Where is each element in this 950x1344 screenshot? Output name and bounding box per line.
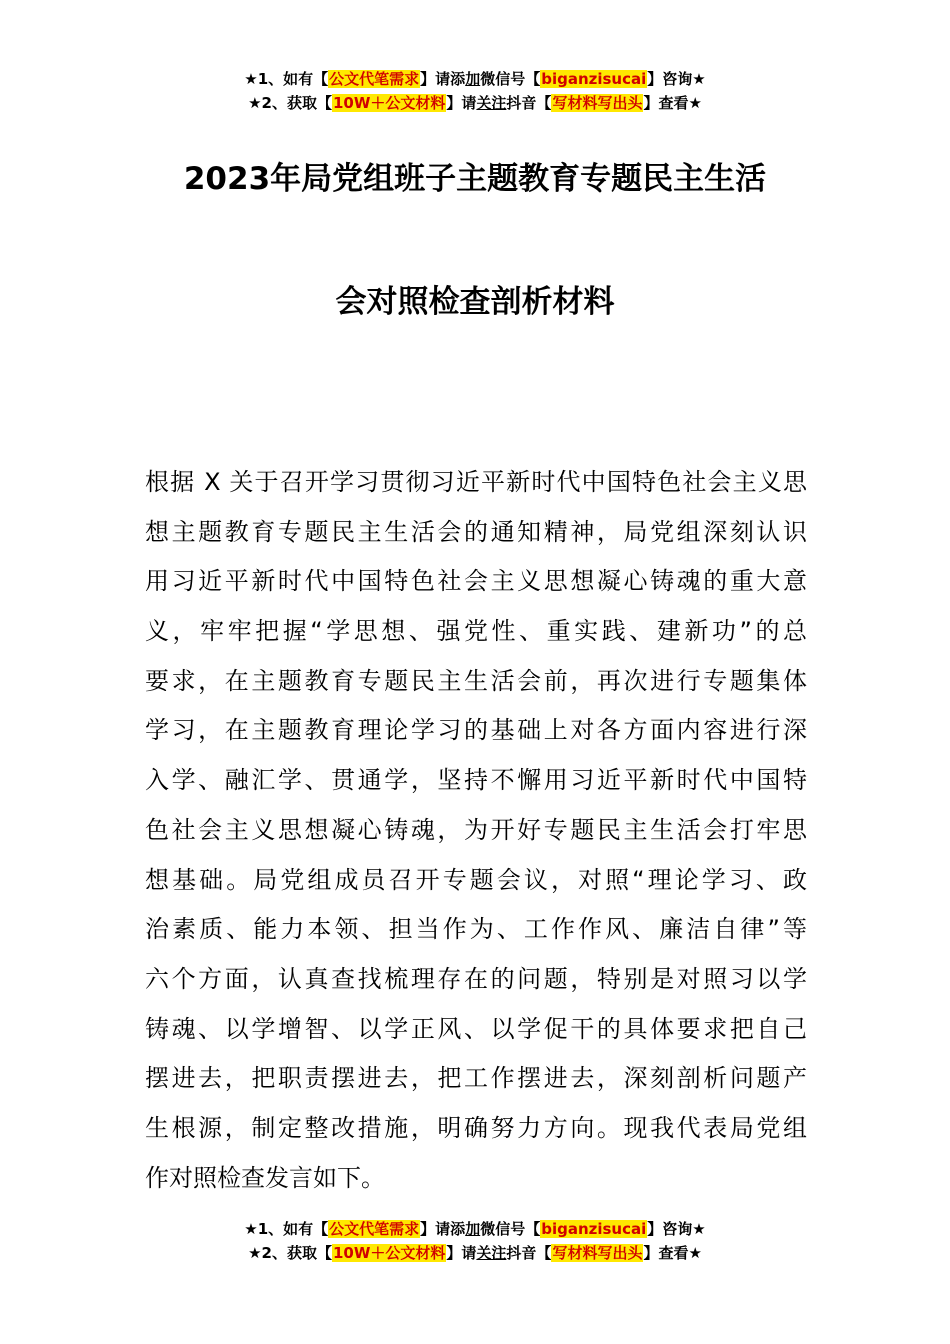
document-title-line-1: 2023年局党组班子主题教育专题民主生活 (183, 161, 767, 197)
banner-text: 微信号【 (480, 1220, 541, 1238)
banner-text: 抖音【 (506, 94, 552, 112)
body-line: 要求，在主题教育专题民主生活会前，再次进行专题集体 (145, 666, 807, 695)
banner-highlight: 10W＋公文材料 (332, 1244, 446, 1262)
banner-underlined: 加 (465, 70, 481, 88)
banner-underlined: 关注 (476, 94, 507, 112)
banner-douyin-id: 写材料写出头 (552, 1244, 643, 1262)
body-line: 治素质、能力本领、担当作为、工作作风、廉洁自律”等 (145, 915, 807, 944)
body-line: 铸魂、以学增智、以学正风、以学促干的具体要求把自己 (145, 1014, 807, 1043)
banner-wechat-id: biganzisucai (541, 1220, 647, 1238)
body-line: 用习近平新时代中国特色社会主义思想凝心铸魂的重大意 (145, 567, 807, 596)
document-title-line-2: 会对照检查剖析材料 (335, 284, 615, 320)
footer-banner (0, 1217, 950, 1265)
body-line: 生根源，制定整改措施，明确努力方向。现我代表局党组 (145, 1113, 807, 1142)
document-body (145, 458, 807, 1203)
banner-line-1 (0, 67, 950, 91)
body-line: 入学、融汇学、贯通学，坚持不懈用习近平新时代中国特 (145, 766, 807, 795)
banner-highlight: 10W＋公文材料 (332, 94, 446, 112)
banner-text: 】查看★ (643, 94, 702, 112)
banner-text: ★1、如有【 (244, 1220, 329, 1238)
banner-text: ★1、如有【 (244, 70, 329, 88)
banner-underlined: 加 (465, 1220, 481, 1238)
banner-text: 抖音【 (506, 1244, 552, 1262)
banner-text: 】咨询★ (647, 70, 706, 88)
banner-text: 】查看★ (643, 1244, 702, 1262)
banner-text: ★2、获取【 (248, 94, 332, 112)
banner-line-1 (0, 1217, 950, 1241)
body-line: 作对照检查发言如下。 (145, 1163, 385, 1192)
body-line: 学习，在主题教育理论学习的基础上对各方面内容进行深 (145, 716, 807, 745)
banner-text: 】请 (446, 94, 477, 112)
banner-line-2 (0, 91, 950, 115)
body-line: 想基础。局党组成员召开专题会议，对照“理论学习、政 (145, 865, 807, 894)
banner-douyin-id: 写材料写出头 (552, 94, 643, 112)
banner-text: 微信号【 (480, 70, 541, 88)
banner-line-2 (0, 1241, 950, 1265)
body-line: 色社会主义思想凝心铸魂，为开好专题民主生活会打牢思 (145, 815, 807, 844)
body-line: 想主题教育专题民主生活会的通知精神，局党组深刻认识 (145, 517, 807, 546)
banner-highlight: 公文代笔需求 (329, 1220, 420, 1238)
banner-text: 】请添 (420, 1220, 466, 1238)
body-line: 根据 X 关于召开学习贯彻习近平新时代中国特色社会主义思 (145, 468, 807, 496)
banner-text: 】咨询★ (647, 1220, 706, 1238)
body-line: 义，牢牢把握“学思想、强党性、重实践、建新功”的总 (145, 617, 807, 646)
banner-highlight: 公文代笔需求 (329, 70, 420, 88)
header-banner (0, 67, 950, 115)
body-line: 摆进去，把职责摆进去，把工作摆进去，深刻剖析问题产 (145, 1064, 807, 1093)
body-line: 六个方面，认真查找梳理存在的问题，特别是对照习以学 (145, 964, 807, 993)
banner-wechat-id: biganzisucai (541, 70, 647, 88)
banner-text: ★2、获取【 (248, 1244, 332, 1262)
banner-text: 】请添 (420, 70, 466, 88)
banner-underlined: 关注 (476, 1244, 507, 1262)
banner-text: 】请 (446, 1244, 477, 1262)
